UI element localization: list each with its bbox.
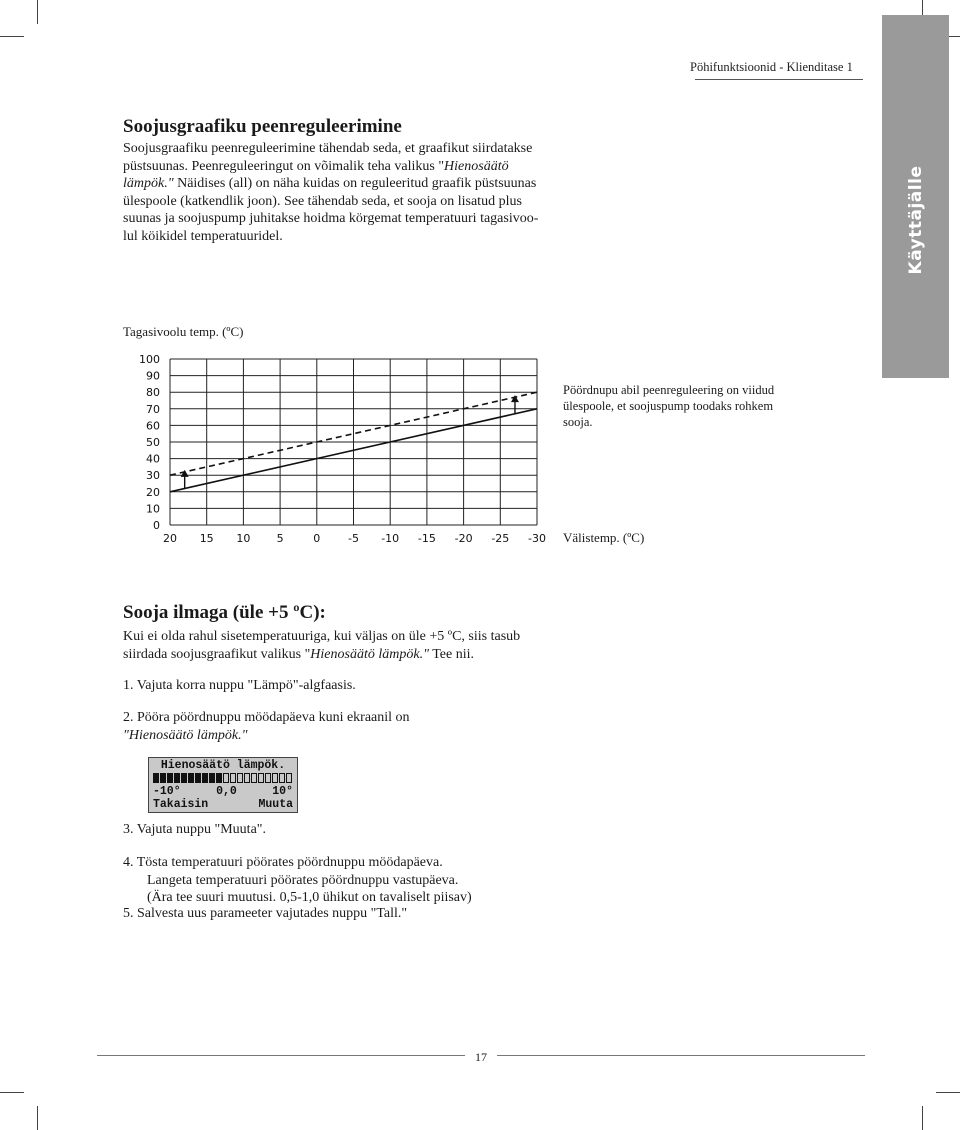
step-5: 5. Salvesta uus parameeter vajutades nuppu "Tall." — [123, 906, 408, 921]
paragraph-italic: lämpök." — [123, 176, 174, 191]
lcd-bar-segment — [265, 773, 271, 783]
chart-grid — [170, 359, 537, 525]
lcd-bar-segment — [230, 773, 236, 783]
lcd-bar-segment — [153, 773, 159, 783]
y-tick-label: 20 — [146, 485, 160, 499]
step-text: Langeta temperatuuri pöörates pöördnuppu vastupäeva. — [147, 872, 459, 888]
section-paragraph — [123, 140, 583, 245]
paragraph-line — [123, 175, 583, 193]
lcd-bar-segment — [223, 773, 229, 783]
crop-mark — [0, 1092, 24, 1093]
step-3: 3. Vajuta nuppu "Muuta". — [123, 822, 266, 837]
step-italic: "Hienosäätö lämpök." — [123, 727, 248, 743]
step-2 — [123, 709, 410, 744]
x-tick-label: -15 — [417, 532, 436, 545]
crop-mark — [936, 1092, 960, 1093]
lcd-bar-segment — [237, 773, 243, 783]
step-text: 4. Tösta temperatuuri pöörates pöördnuppu möödapäeva. — [123, 855, 443, 870]
lcd-softkeys — [153, 798, 293, 811]
lcd-bar-segment — [181, 773, 187, 783]
lcd-bar-segment — [160, 773, 166, 783]
paragraph-line: Soojusgraafiku peenreguleerimine tähendab seda, et graafikut siirdatakse — [123, 141, 533, 156]
x-tick-label: -25 — [491, 532, 510, 545]
header-rule — [695, 79, 863, 80]
paragraph-line: Kui ei olda rahul sisetemperatuuriga, kui väljas on üle +5 ºC, siis tasub — [123, 629, 521, 644]
arrow-head-icon — [181, 470, 189, 477]
lcd-scale — [153, 785, 293, 798]
y-tick-label: 50 — [146, 436, 160, 449]
lcd-bar-segment — [279, 773, 285, 783]
y-tick-label: 60 — [146, 419, 160, 433]
arrow-head-icon — [511, 395, 519, 402]
page-number: 17 — [465, 1050, 497, 1065]
paragraph-text: Tee nii. — [428, 646, 474, 662]
y-tick-label: 80 — [146, 386, 160, 400]
y-tick-label: 40 — [146, 452, 160, 466]
paragraph-italic: Hienosäätö — [444, 158, 509, 174]
chart-y-ticks — [139, 353, 160, 532]
y-tick-label: 10 — [146, 502, 160, 516]
chart-y-axis-label: Tagasivoolu temp. (ºC) — [123, 324, 244, 339]
y-tick-label: 30 — [146, 469, 160, 483]
side-tab — [882, 15, 949, 378]
y-tick-label: 0 — [153, 519, 160, 532]
x-tick-label: 15 — [199, 532, 214, 545]
chart-annotation: Pöördnupu abil peenreguleering on viidud ülespoole, et soojuspump toodaks rohkem sooja. — [563, 383, 775, 429]
section-title: Sooja ilmaga (üle +5 ºC): — [123, 602, 326, 623]
lcd-bar-segment — [167, 773, 173, 783]
lcd-bar-segment — [209, 773, 215, 783]
running-header: Pöhifunktsioonid - Klienditase 1 — [690, 60, 853, 74]
paragraph-line — [123, 158, 583, 176]
lcd-display — [148, 757, 298, 813]
x-tick-label: 10 — [236, 532, 251, 545]
section-paragraph — [123, 628, 563, 663]
lcd-scale-right: 10° — [272, 785, 293, 798]
paragraph-text: püstsuunas. Peenreguleeringut on võimalik teha valikus " — [123, 158, 445, 174]
x-tick-label: -20 — [454, 532, 473, 545]
lcd-bar-segment — [174, 773, 180, 783]
lcd-bar-segment — [244, 773, 250, 783]
lcd-bar-segment — [258, 773, 264, 783]
lcd-bar-segment — [251, 773, 257, 783]
lcd-bar-segment — [188, 773, 194, 783]
paragraph-italic: Hienosäätö lämpök." — [310, 646, 429, 662]
y-tick-label: 100 — [139, 353, 160, 366]
crop-mark — [922, 1106, 923, 1130]
chart — [100, 345, 560, 555]
chart-x-ticks — [163, 532, 546, 545]
paragraph-text: siirdada soojusgraafikut valikus " — [123, 646, 311, 662]
step-1: 1. Vajuta korra nuppu "Lämpö"-algfaasis. — [123, 678, 356, 693]
x-tick-label: -30 — [528, 532, 546, 545]
section-title: Soojusgraafiku peenreguleerimine — [123, 116, 402, 137]
lcd-scale-mid: 0,0 — [216, 785, 237, 798]
lcd-bar-segment — [216, 773, 222, 783]
paragraph-line: suunas ja soojuspump juhitakse hoidma körgemat temperatuuri tagasivoo- — [123, 211, 539, 226]
paragraph-text: Näidises (all) on näha kuidas on reguleeritud graafik püstsuunas — [173, 176, 537, 191]
crop-mark — [0, 36, 24, 37]
side-tab-label: Käyttäjälle — [905, 165, 926, 275]
step-text: 2. Pööra pöördnuppu möödapäeva kuni ekraanil on — [123, 710, 410, 725]
paragraph-line — [123, 646, 563, 664]
lcd-scale-left: -10° — [153, 785, 181, 798]
y-tick-label: 90 — [146, 369, 160, 383]
x-tick-label: -5 — [348, 532, 359, 545]
x-tick-label: 0 — [313, 532, 321, 545]
paragraph-line: lul köikidel temperatuuridel. — [123, 228, 283, 244]
lcd-bar-segment — [272, 773, 278, 783]
step-4 — [123, 854, 472, 907]
crop-mark — [37, 0, 38, 24]
step-text: (Ära tee suuri muutusi. 0,5-1,0 ühikut on tavaliselt piisav) — [147, 890, 472, 905]
lcd-title: Hienosäätö lämpök. — [160, 759, 286, 772]
lcd-change-softkey: Muuta — [258, 798, 293, 811]
x-tick-label: -10 — [381, 532, 400, 545]
step-text — [123, 727, 410, 745]
y-tick-label: 70 — [146, 402, 160, 416]
x-tick-label: 20 — [163, 532, 177, 545]
crop-mark — [37, 1106, 38, 1130]
x-tick-label: 5 — [276, 532, 284, 545]
chart-x-axis-label: Välistemp. (ºC) — [563, 530, 645, 545]
paragraph-line: ülespoole (katkendlik joon). See tähendab seda, et sooja on lisatud plus — [123, 193, 522, 209]
lcd-bar-segment — [286, 773, 292, 783]
lcd-bar-segment — [195, 773, 201, 783]
lcd-back-softkey: Takaisin — [153, 798, 209, 811]
lcd-level-bar — [153, 773, 293, 784]
lcd-bar-segment — [202, 773, 208, 783]
